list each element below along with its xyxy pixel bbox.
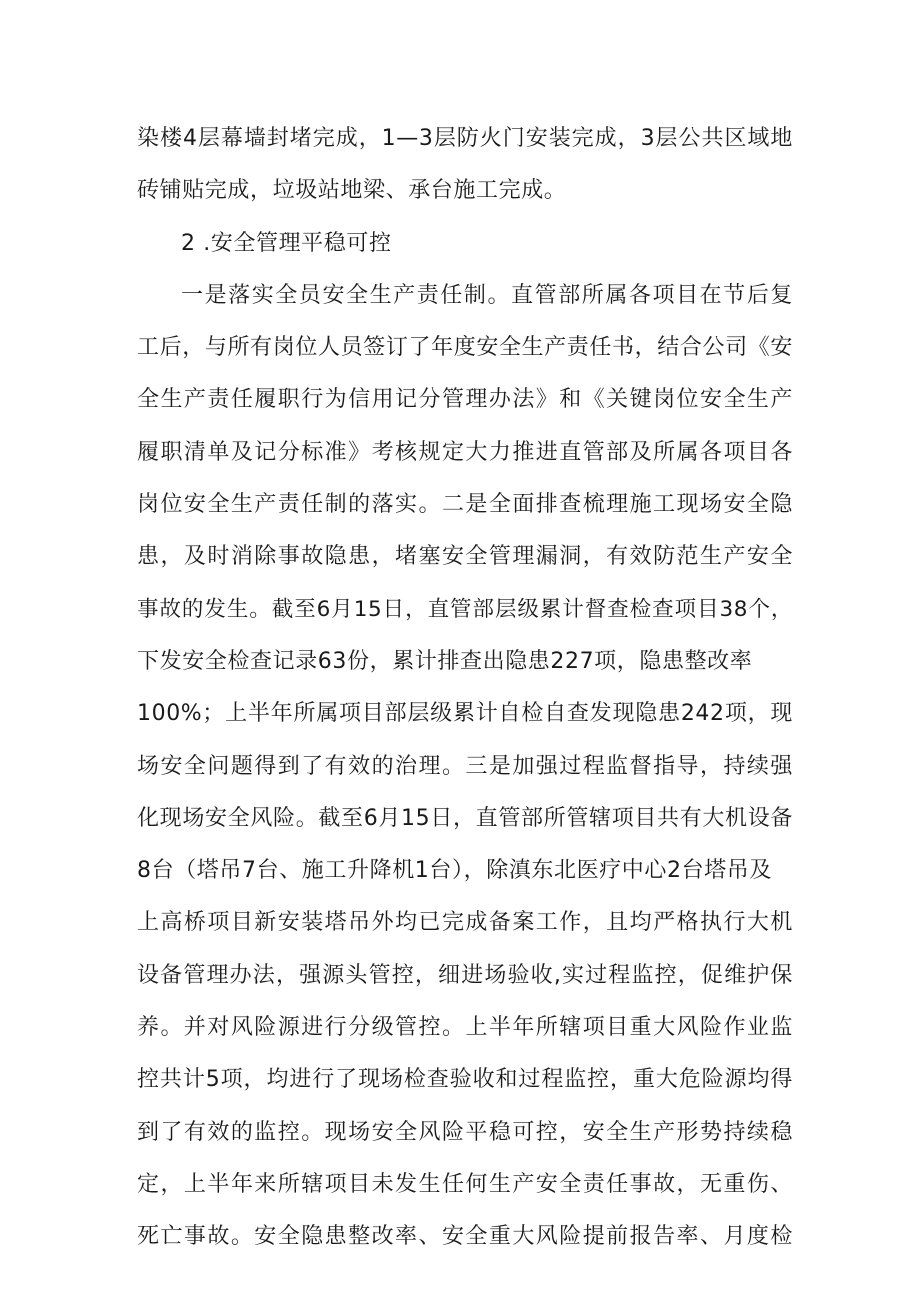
text-line: 养。并对风险源进行分级管控。上半年所辖项目重大风险作业监 [137,1015,793,1041]
section-heading: 2 .安全管理平稳可控 [181,230,392,256]
text-line: 一是落实全员安全生产责任制。直管部所属各项目在节后复 [181,282,793,308]
text-line: 死亡事故。安全隐患整改率、安全重大风险提前报告率、月度检 [137,1224,793,1250]
text-line: 控共计5项，均进行了现场检查验收和过程监控，重大危险源均得 [137,1067,793,1093]
text-line: 履职清单及记分标准》考核规定大力推进直管部及所属各项目各 [137,439,793,465]
document-body [137,113,793,1264]
text-line: 全生产责任履职行为信用记分管理办法》和《关键岗位安全生产 [137,387,793,413]
text-line: 上高桥项目新安装塔吊外均已完成备案工作，且均严格执行大机 [137,910,793,936]
text-line: 砖铺贴完成，垃圾站地梁、承台施工完成。 [137,178,567,204]
text-line: 染楼4层幕墙封堵完成，1—3层防火门安装完成，3层公共区域地 [137,126,793,151]
text-line: 定，上半年来所辖项目未发生任何生产安全责任事故，无重伤、 [137,1171,793,1197]
text-line: 场安全问题得到了有效的治理。三是加强过程监督指导，持续强 [137,753,793,779]
text-line: 工后，与所有岗位人员签订了年度安全生产责任书，结合公司《安 [137,335,793,361]
text-line: 8台（塔吊7台、施工升降机1台），除滇东北医疗中心2台塔吊及 [137,858,772,884]
text-line: 100%；上半年所属项目部层级累计自检自查发现隐患242项，现 [137,701,793,727]
text-line: 下发安全检查记录63份，累计排查出隐患227项，隐患整改率 [137,648,753,674]
text-line: 岗位安全生产责任制的落实。二是全面排查梳理施工现场安全隐 [137,492,793,518]
text-line: 患，及时消除事故隐患，堵塞安全管理漏洞，有效防范生产安全 [137,544,793,570]
text-line: 到了有效的监控。现场安全风险平稳可控，安全生产形势持续稳 [137,1119,793,1145]
text-line: 事故的发生。截至6月15日，直管部层级累计督查检查项目38个， [137,596,793,622]
text-line: 设备管理办法，强源头管控，细进场验收,实过程监控，促维护保 [137,962,793,988]
text-line: 化现场安全风险。截至6月15日，直管部所管辖项目共有大机设备 [137,805,793,831]
